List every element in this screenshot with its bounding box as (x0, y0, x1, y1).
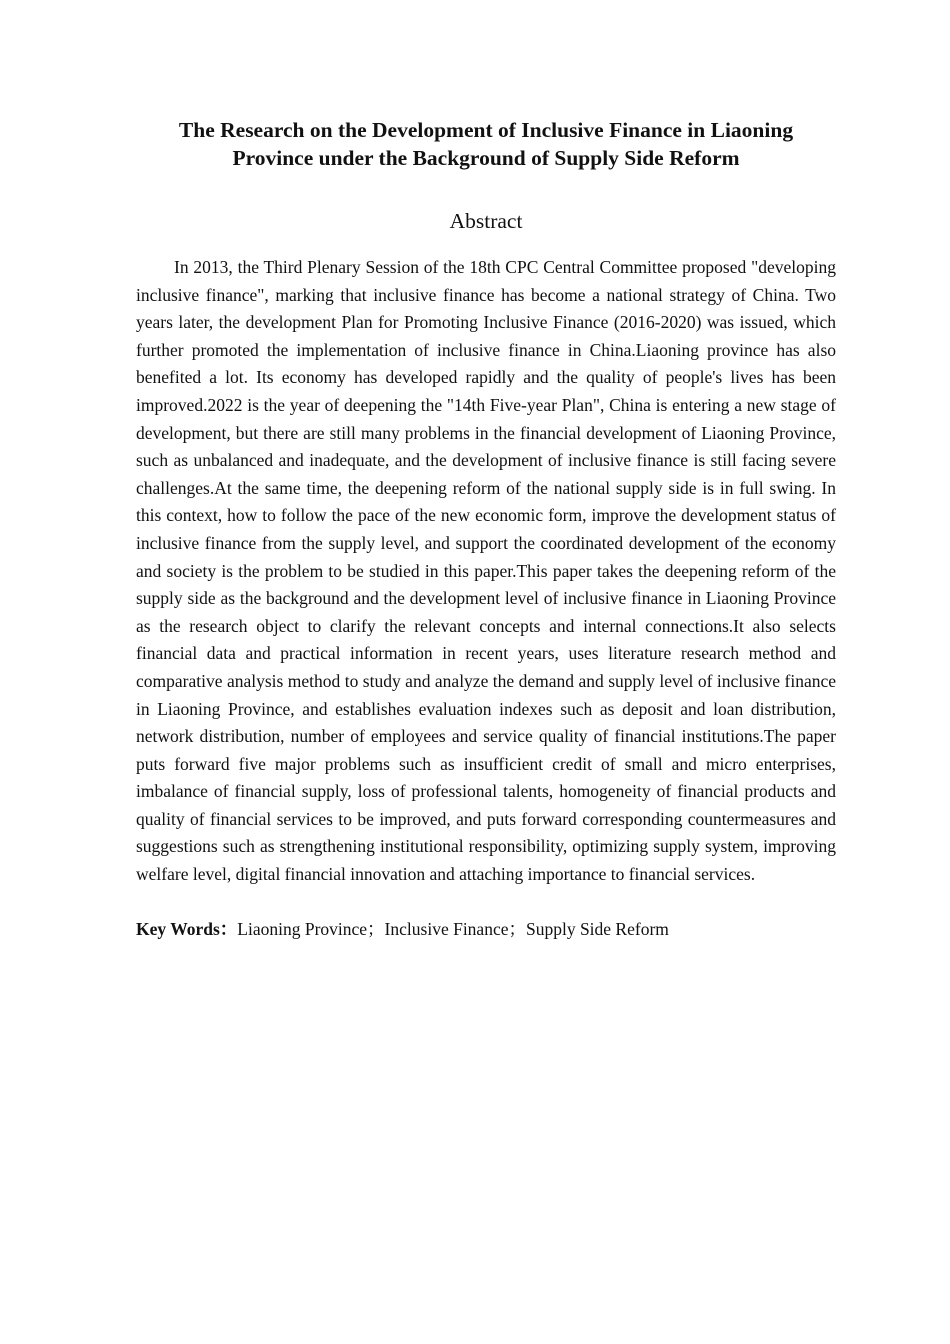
paper-title: The Research on the Development of Inclusive Finance in Liaoning Province under the Background of Supply Side Reform (178, 118, 794, 170)
paper-page (136, 116, 836, 943)
abstract-body: In 2013, the Third Plenary Session of the 18th CPC Central Committee proposed "developing inclusive finance", marking that inclusive finance has become a national strategy of China. Two years later, the development Plan for Promoting Inclusive Finance (2016-2020) was issued, which further promoted the implementation of inclusive finance in China.Liaoning province has also benefited a lot. Its economy has developed rapidly and the quality of people's lives has been improved.2022 is the year of deepening the "14th Five-year Plan", China is entering a new stage of development, but there are still many problems in the financial development of Liaoning Province, such as unbalanced and inadequate, and the development of inclusive finance is still facing severe challenges.At the same time, the deepening reform of the national supply side is in full swing. In this context, how to follow the pace of the new economic form, improve the development status of inclusive finance from the supply level, and support the coordinated development of the economy and society is the problem to be studied in this paper.This paper takes the deepening reform of the supply side as the background and the development level of inclusive finance in Liaoning Province as the research object to clarify the relevant concepts and internal connections.It also selects financial data and practical information in recent years, uses literature research method and comparative analysis method to study and analyze the demand and supply level of inclusive finance in Liaoning Province, and establishes evaluation indexes such as deposit and loan distribution, network distribution, number of employees and service quality of financial institutions.The paper puts forward five major problems such as insufficient credit of small and micro enterprises, imbalance of financial supply, loss of professional talents, homogeneity of financial products and quality of financial services to be improved, and puts forward corresponding countermeasures and suggestions such as strengthening institutional responsibility, optimizing supply system, improving welfare level, digital financial innovation and attaching importance to financial services. (136, 257, 836, 885)
abstract-heading: Abstract (449, 209, 523, 233)
keywords-label: Key Words： (136, 918, 238, 939)
keywords-line (136, 916, 836, 944)
keywords-text: Liaoning Province；Inclusive Finance；Supply Side Reform (237, 918, 669, 939)
